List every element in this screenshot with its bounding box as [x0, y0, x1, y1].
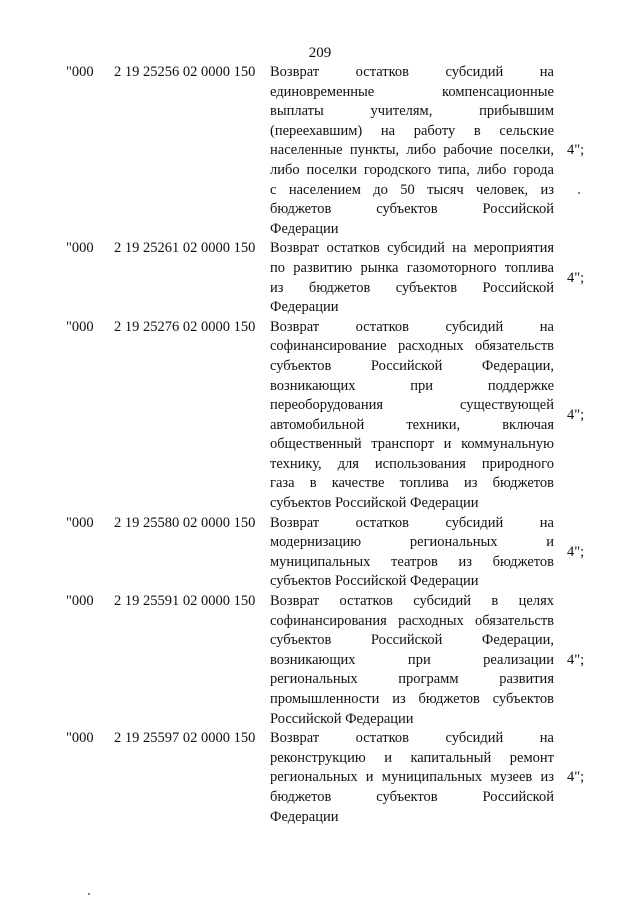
table-row [0, 592, 640, 729]
description-line: Федерации [270, 808, 339, 825]
description-line: промышленности из бюджетов субъектов [270, 691, 554, 707]
description-line: региональных программ развития [270, 671, 554, 688]
row-suffix: 4"; [567, 142, 585, 159]
description-line: субъектов Российской Федерации, [270, 632, 554, 649]
description-line: Возврат остатков субсидий на мероприятия [270, 240, 554, 257]
description-line: (переехавшим) на работу в сельские [270, 122, 554, 139]
budget-classification-code: 2 19 25591 02 0000 150 [114, 593, 256, 610]
budget-classification-code: 2 19 25256 02 0000 150 [114, 64, 256, 80]
description-line: Возврат остатков субсидий на [270, 730, 554, 747]
description-line: с населением до 50 тысяч человек, из [270, 181, 554, 198]
row-description [270, 63, 554, 239]
budget-code-table [0, 63, 640, 827]
description-line: софинансирования расходных обязательств [270, 612, 554, 629]
row-suffix: 4"; [567, 544, 585, 561]
page-number: 209 [308, 45, 332, 61]
table-row [0, 514, 640, 592]
description-line: переоборудования существующей [270, 397, 554, 414]
scan-speck [578, 192, 580, 194]
description-line: Возврат остатков субсидий на [270, 514, 554, 531]
description-line: выплаты учителям, прибывшим [270, 103, 554, 120]
description-line: субъектов Российской Федерации [270, 573, 479, 590]
description-line: Федерации [270, 299, 339, 316]
description-line: из бюджетов субъектов Российской [270, 279, 554, 296]
description-line: автомобильной техники, включая [270, 416, 554, 433]
description-line: единовременные компенсационные [270, 83, 554, 100]
description-line: Возврат остатков субсидий на [270, 318, 554, 335]
row-prefix: "000 [66, 593, 94, 610]
row-suffix: 4"; [567, 651, 585, 668]
row-suffix: 4"; [567, 269, 585, 286]
scan-speck [88, 893, 90, 895]
row-suffix: 4"; [567, 406, 585, 423]
description-line: технику, для использования природного [270, 455, 554, 472]
description-line: бюджетов субъектов Российской [270, 201, 554, 218]
table-row [0, 63, 640, 239]
description-line: общественный транспорт и коммунальную [270, 436, 554, 453]
description-line: бюджетов субъектов Российской [270, 788, 554, 805]
description-line: населенные пункты, либо рабочие поселки, [270, 142, 554, 159]
description-line: газа в качестве топлива из бюджетов [270, 475, 554, 492]
table-row [0, 239, 640, 317]
budget-classification-code: 2 19 25261 02 0000 150 [114, 240, 256, 257]
description-line: софинансирование расходных обязательств [270, 338, 554, 355]
description-line: Возврат остатков субсидий на [270, 64, 554, 80]
row-description [270, 592, 554, 729]
description-line: субъектов Российской Федерации [270, 495, 479, 512]
description-line: возникающих при реализации [270, 651, 554, 668]
description-line: либо поселки городского типа, либо города [270, 161, 554, 178]
row-description [270, 514, 554, 592]
table-row [0, 729, 640, 827]
description-line: реконструкцию и капитальный ремонт [270, 749, 554, 766]
description-line: Возврат остатков субсидий в целях [270, 593, 554, 610]
description-line: модернизацию региональных и [270, 534, 554, 551]
row-prefix: "000 [66, 730, 94, 747]
row-description [270, 318, 554, 514]
row-prefix: "000 [66, 240, 94, 257]
budget-classification-code: 2 19 25276 02 0000 150 [114, 318, 256, 335]
row-prefix: "000 [66, 64, 94, 80]
table-row [0, 318, 640, 514]
description-line: возникающих при поддержке [270, 377, 554, 394]
row-prefix: "000 [66, 514, 94, 531]
row-prefix: "000 [66, 318, 94, 335]
description-line: по развитию рынка газомоторного топлива [270, 259, 554, 276]
budget-classification-code: 2 19 25580 02 0000 150 [114, 514, 256, 531]
row-description [270, 729, 554, 827]
row-description [270, 239, 554, 317]
row-suffix: 4"; [567, 769, 585, 786]
description-line: муниципальных театров из бюджетов [270, 553, 554, 570]
description-line: региональных и муниципальных музеев из [270, 769, 554, 786]
description-line: Федерации [270, 220, 339, 237]
budget-classification-code: 2 19 25597 02 0000 150 [114, 730, 256, 747]
description-line: субъектов Российской Федерации, [270, 357, 554, 374]
description-line: Российской Федерации [270, 710, 414, 727]
